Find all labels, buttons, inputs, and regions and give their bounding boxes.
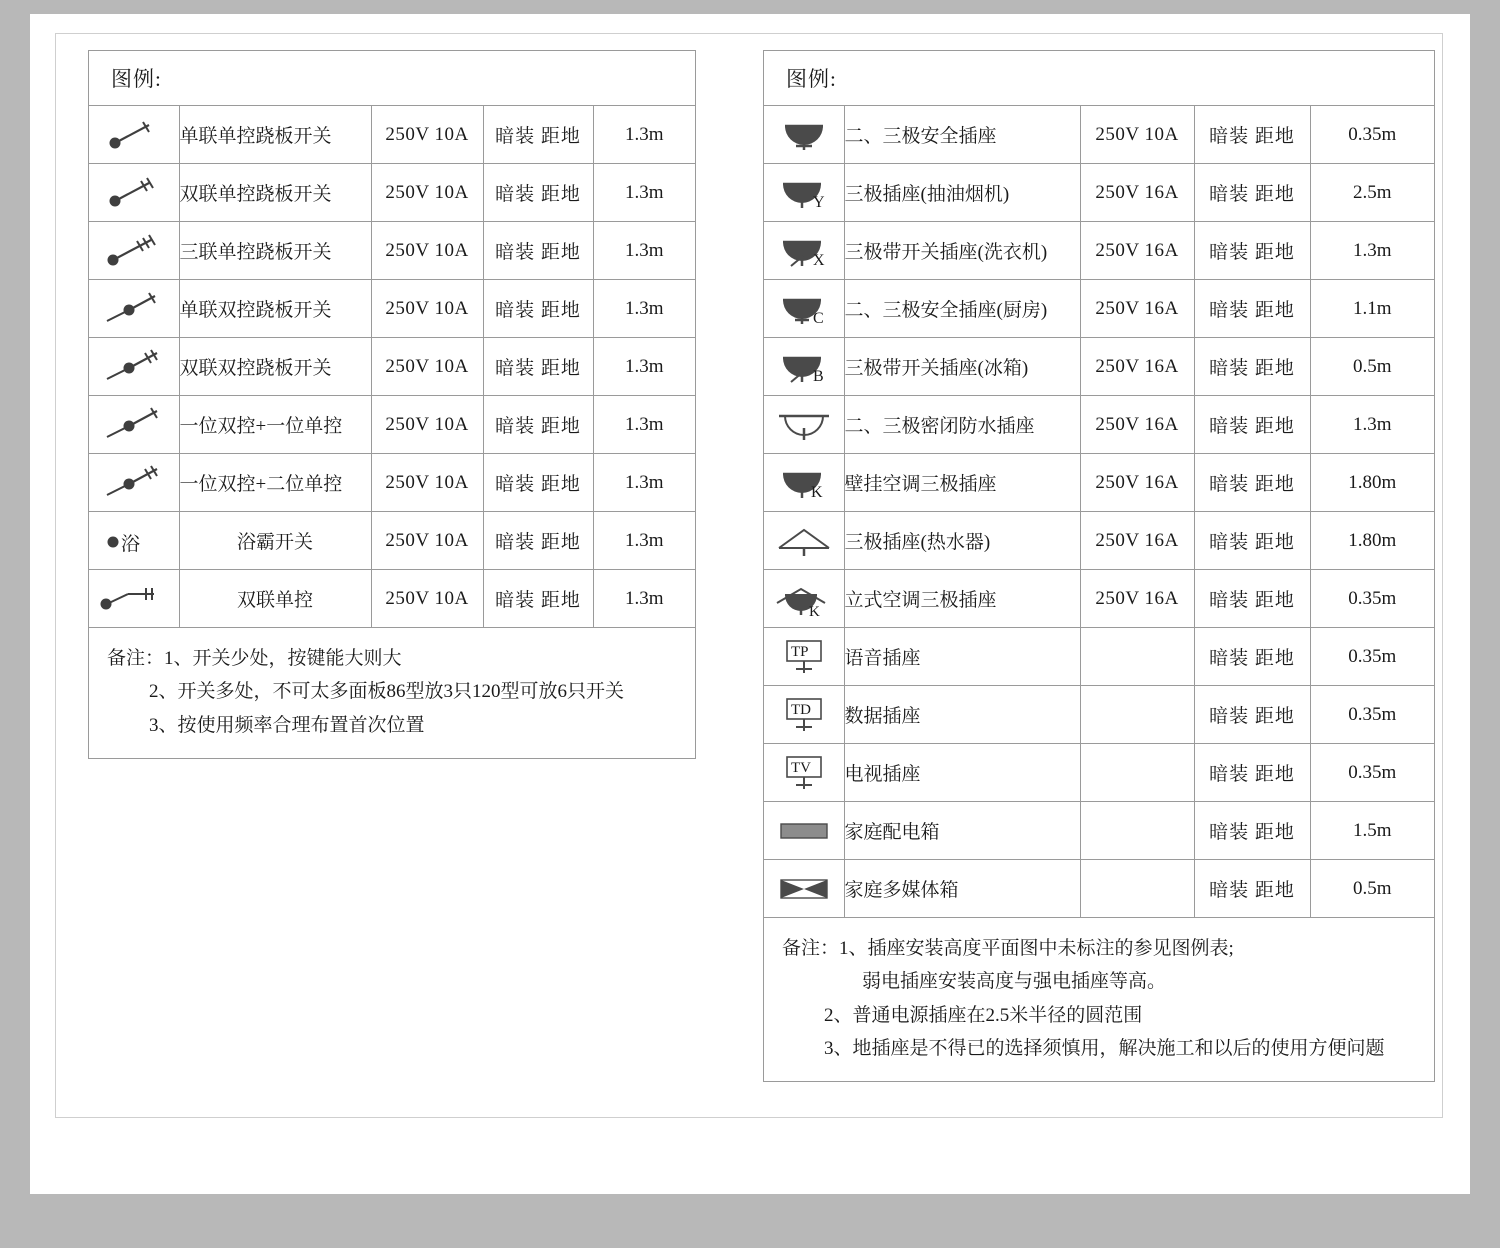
desc-cell: 立式空调三极插座 xyxy=(844,570,1080,628)
note-line: 2、普通电源插座在2.5米半径的圆范围 xyxy=(824,1004,1143,1026)
symbol-socket-tv xyxy=(764,744,844,802)
rate-cell: 250V 16A xyxy=(1080,338,1194,396)
symbol-socket-waterproof xyxy=(764,396,844,454)
install-cell: 暗装 距地 xyxy=(1194,280,1310,338)
rate-cell: 250V 10A xyxy=(371,106,483,164)
switch-legend-table xyxy=(89,106,695,627)
table-row xyxy=(764,222,1434,280)
install-cell: 暗装 距地 xyxy=(483,164,593,222)
height-cell: 0.35m xyxy=(1310,570,1434,628)
table-row xyxy=(764,628,1434,686)
table-row xyxy=(89,570,695,628)
table-row xyxy=(764,744,1434,802)
rate-cell: 250V 16A xyxy=(1080,222,1194,280)
legend-left-title: 图例: xyxy=(89,51,695,106)
table-row xyxy=(764,106,1434,164)
table-row xyxy=(764,860,1434,918)
symbol-switch-bath-heater xyxy=(89,512,179,570)
table-row xyxy=(764,280,1434,338)
symbol-switch-1two-1one xyxy=(89,396,179,454)
symbol-multimedia-box xyxy=(764,860,844,918)
height-cell: 1.3m xyxy=(593,280,695,338)
right-notes xyxy=(764,917,1434,1081)
table-row xyxy=(89,164,695,222)
height-cell: 0.35m xyxy=(1310,106,1434,164)
note-line: 3、地插座是不得已的选择须慎用，解决施工和以后的使用方便问题 xyxy=(824,1037,1385,1059)
desc-cell: 二、三极安全插座 xyxy=(844,106,1080,164)
rate-cell xyxy=(1080,628,1194,686)
install-cell: 暗装 距地 xyxy=(1194,454,1310,512)
symbol-socket-3-pole-y xyxy=(764,164,844,222)
symbol-socket-ac-floor-k xyxy=(764,570,844,628)
note-line: 弱电插座安装高度与强电插座等高。 xyxy=(862,971,1167,993)
note-line: 3、按使用频率合理布置首次位置 xyxy=(149,714,425,736)
desc-cell: 二、三极安全插座(厨房) xyxy=(844,280,1080,338)
symbol-switch-3g-1w xyxy=(89,222,179,280)
height-cell: 0.5m xyxy=(1352,877,1392,899)
symbol-switch-2g-1w-alt xyxy=(89,570,179,628)
socket-legend-table xyxy=(764,106,1434,917)
install-cell: 暗装 距地 xyxy=(1194,570,1310,628)
rate-cell: 250V 10A xyxy=(371,338,483,396)
table-row xyxy=(764,396,1434,454)
desc-cell: 单联单控跷板开关 xyxy=(179,106,371,164)
symbol-switch-2g-2w xyxy=(89,338,179,396)
desc-cell: 电视插座 xyxy=(844,744,1080,802)
rate-cell: 250V 16A xyxy=(1080,164,1194,222)
symbol-socket-3-pole-switch-x xyxy=(764,222,844,280)
install-cell: 暗装 距地 xyxy=(1194,222,1310,280)
install-cell: 暗装 距地 xyxy=(483,106,593,164)
height-cell: 0.5m xyxy=(1310,338,1434,396)
rate-cell xyxy=(1080,686,1194,744)
rate-cell: 250V 16A xyxy=(1080,570,1194,628)
table-row xyxy=(764,454,1434,512)
install-cell: 暗装 距地 xyxy=(1194,744,1310,802)
install-cell: 暗装 距地 xyxy=(1194,338,1310,396)
install-cell: 暗装 距地 xyxy=(483,454,593,512)
table-row xyxy=(764,164,1434,222)
rate-cell: 250V 10A xyxy=(371,222,483,280)
height-cell: 1.80m xyxy=(1310,454,1434,512)
install-cell: 暗装 距地 xyxy=(483,222,593,280)
rate-cell: 250V 10A xyxy=(371,454,483,512)
symbol-socket-2-3-pole xyxy=(764,106,844,164)
svg-text:Y: Y xyxy=(812,193,825,211)
symbol-switch-1g-2w xyxy=(89,280,179,338)
height-cell: 0.35m xyxy=(1310,744,1434,802)
install-cell: 暗装 距地 xyxy=(1194,686,1310,744)
symbol-distribution-box xyxy=(764,802,844,860)
rate-cell xyxy=(1080,802,1194,860)
install-cell: 暗装 距地 xyxy=(1194,802,1310,860)
rate-cell: 250V 16A xyxy=(1080,512,1194,570)
rate-cell: 250V 10A xyxy=(371,164,483,222)
table-row xyxy=(764,570,1434,628)
symbol-switch-1two-2one xyxy=(89,454,179,512)
rate-cell: 250V 16A xyxy=(1080,454,1194,512)
svg-text:K: K xyxy=(810,483,823,501)
desc-cell: 浴霸开关 xyxy=(179,512,371,570)
height-cell: 1.3m xyxy=(1310,396,1434,454)
symbol-socket-3-pole-switch-b xyxy=(764,338,844,396)
note-line: 备注：1、插座安装高度平面图中未标注的参见图例表; xyxy=(782,938,1234,959)
height-cell: 1.3m xyxy=(593,454,695,512)
height-cell: 1.3m xyxy=(593,512,695,570)
height-cell: 1.80m xyxy=(1310,512,1434,570)
table-row xyxy=(89,396,695,454)
symbol-socket-tp xyxy=(764,628,844,686)
legend-table-sockets xyxy=(763,50,1435,1082)
rate-cell xyxy=(1080,744,1194,802)
desc-cell: 双联单控跷板开关 xyxy=(179,164,371,222)
rate-cell: 250V 10A xyxy=(371,396,483,454)
desc-cell: 家庭配电箱 xyxy=(844,802,1080,860)
drawing-page xyxy=(30,14,1470,1194)
svg-text:TV: TV xyxy=(790,759,811,776)
desc-cell: 双联双控跷板开关 xyxy=(179,338,371,396)
desc-cell: 三极插座(热水器) xyxy=(844,512,1080,570)
table-row xyxy=(89,454,695,512)
install-cell: 暗装 距地 xyxy=(1194,512,1310,570)
desc-cell: 数据插座 xyxy=(844,686,1080,744)
rate-cell: 250V 16A xyxy=(1080,280,1194,338)
note-line: 2、开关多处，不可太多面板86型放3只120型可放6只开关 xyxy=(149,681,625,703)
table-row xyxy=(89,512,695,570)
table-row xyxy=(89,280,695,338)
svg-text:TD: TD xyxy=(790,701,811,718)
table-row xyxy=(764,512,1434,570)
install-cell: 暗装 距地 xyxy=(483,570,593,628)
height-cell: 1.1m xyxy=(1310,280,1434,338)
height-cell: 1.3m xyxy=(593,396,695,454)
desc-cell: 三极插座(抽油烟机) xyxy=(844,164,1080,222)
height-cell: 1.3m xyxy=(1310,222,1434,280)
height-cell: 0.35m xyxy=(1310,686,1434,744)
table-row xyxy=(89,222,695,280)
install-cell: 暗装 距地 xyxy=(1194,396,1310,454)
desc-cell: 三极带开关插座(洗衣机) xyxy=(844,222,1080,280)
height-cell: 2.5m xyxy=(1310,164,1434,222)
install-cell: 暗装 距地 xyxy=(483,396,593,454)
symbol-socket-td xyxy=(764,686,844,744)
desc-cell: 双联单控 xyxy=(179,570,371,628)
desc-cell: 一位双控+一位单控 xyxy=(179,396,371,454)
install-cell: 暗装 距地 xyxy=(1194,164,1310,222)
table-row xyxy=(764,338,1434,396)
desc-cell: 三联单控跷板开关 xyxy=(179,222,371,280)
symbol-socket-ac-wall-k xyxy=(764,454,844,512)
table-row xyxy=(764,802,1434,860)
rate-cell: 250V 10A xyxy=(371,570,483,628)
table-row xyxy=(89,106,695,164)
install-cell: 暗装 距地 xyxy=(483,338,593,396)
height-cell: 1.3m xyxy=(593,164,695,222)
rate-cell: 250V 10A xyxy=(1080,106,1194,164)
rate-cell: 250V 16A xyxy=(1080,396,1194,454)
symbol-socket-water-heater xyxy=(764,512,844,570)
symbol-socket-2-3-pole-c xyxy=(764,280,844,338)
svg-text:C: C xyxy=(812,309,824,327)
height-cell: 1.3m xyxy=(624,587,664,609)
desc-cell: 家庭多媒体箱 xyxy=(844,860,1080,918)
height-cell: 1.3m xyxy=(593,338,695,396)
svg-text:浴: 浴 xyxy=(120,533,140,555)
rate-cell: 250V 10A xyxy=(371,512,483,570)
legend-table-switches xyxy=(88,50,696,759)
legend-right-title: 图例: xyxy=(764,51,1434,106)
install-cell: 暗装 距地 xyxy=(1194,628,1310,686)
table-row xyxy=(89,338,695,396)
height-cell: 1.3m xyxy=(593,222,695,280)
symbol-switch-2g-1w xyxy=(89,164,179,222)
install-cell: 暗装 距地 xyxy=(483,512,593,570)
rate-cell xyxy=(1080,860,1194,918)
desc-cell: 二、三极密闭防水插座 xyxy=(844,396,1080,454)
install-cell: 暗装 距地 xyxy=(1194,860,1310,918)
rate-cell: 250V 10A xyxy=(371,280,483,338)
svg-text:B: B xyxy=(812,367,824,385)
height-cell: 1.3m xyxy=(593,106,695,164)
height-cell: 0.35m xyxy=(1310,628,1434,686)
desc-cell: 单联双控跷板开关 xyxy=(179,280,371,338)
note-line: 备注：1、开关少处，按键能大则大 xyxy=(107,648,402,669)
desc-cell: 三极带开关插座(冰箱) xyxy=(844,338,1080,396)
install-cell: 暗装 距地 xyxy=(483,280,593,338)
desc-cell: 语音插座 xyxy=(844,628,1080,686)
desc-cell: 一位双控+二位单控 xyxy=(179,454,371,512)
install-cell: 暗装 距地 xyxy=(1194,106,1310,164)
left-notes xyxy=(89,627,695,758)
desc-cell: 壁挂空调三极插座 xyxy=(844,454,1080,512)
table-row xyxy=(764,686,1434,744)
height-cell: 1.5m xyxy=(1310,802,1434,860)
symbol-switch-1g-1w xyxy=(89,106,179,164)
svg-text:TP: TP xyxy=(790,643,809,660)
svg-text:X: X xyxy=(812,251,825,269)
svg-text:K: K xyxy=(808,603,820,620)
